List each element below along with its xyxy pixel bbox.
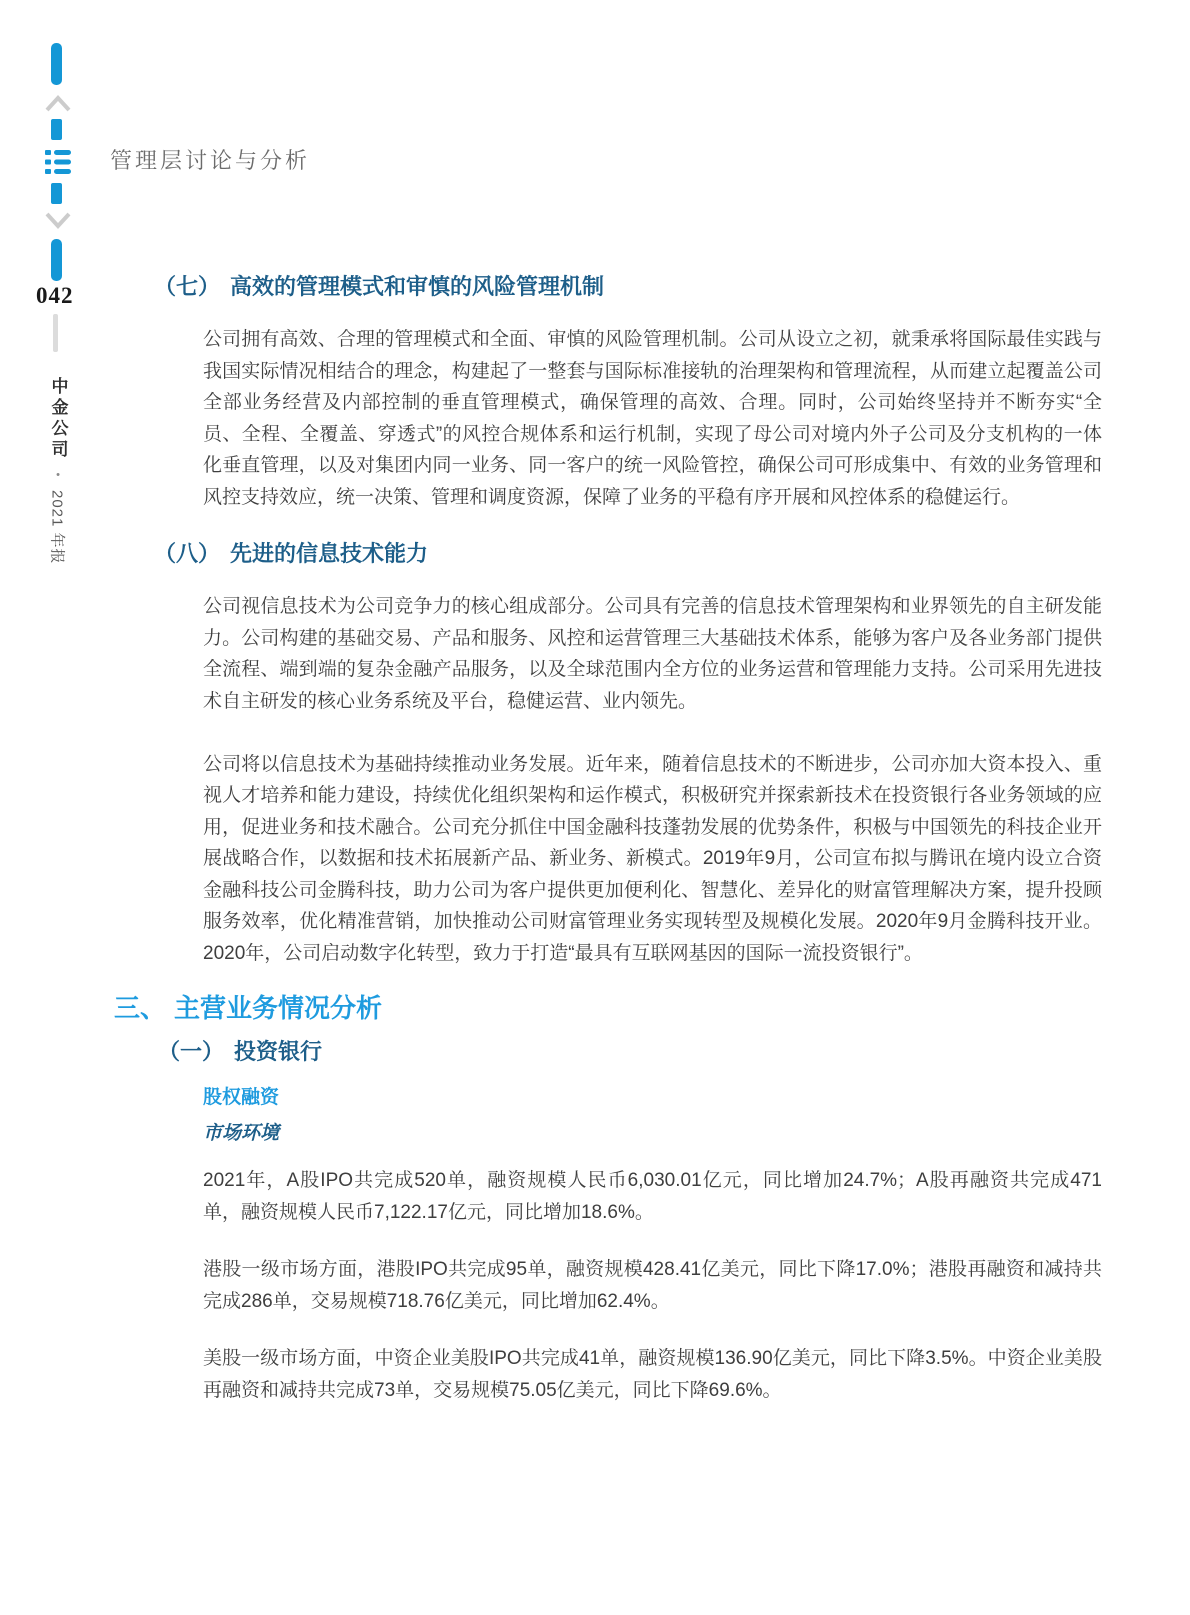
market-paragraph-a-share: 2021年，A股IPO共完成520单，融资规模人民币6,030.01亿元，同比增加24.7%；A股再融资共完成471单，融资规模人民币7,122.17亿元，同比增加18.6%。 xyxy=(203,1170,1102,1223)
subsection-heading-label: （一） xyxy=(158,1039,225,1064)
chapter-heading-3-label: 三、 xyxy=(114,993,167,1023)
section-8-paragraph-1: 公司视信息技术为公司竞争力的核心组成部分。公司具有完善的信息技术管理架构和业界领先的自主研发能力。公司构建的基础交易、产品和服务、风控和运营管理三大基础技术体系，能够为客户及各业务部门提供全流程、端到端的复杂金融产品服务，以及全球范围内全方位的业务运营和管理能力支持。公司采用先进技术自主研发的核心业务系统及平台，稳健运营、业内领先。 xyxy=(203,596,1102,712)
section-heading-8 xyxy=(114,539,1102,569)
equity-financing-heading: 股权融资 xyxy=(203,1087,280,1108)
market-environment-heading: 市场环境 xyxy=(203,1123,280,1144)
accent-bar xyxy=(51,119,62,140)
section-7-paragraph: 公司拥有高效、合理的管理模式和全面、审慎的风险管理机制。公司从设立之初，就秉承将国际最佳实践与我国实际情况相结合的理念，构建起了一整套与国际标准接轨的治理架构和管理流程，从而建立起覆盖公司全部业务经营及内部控制的垂直管理模式，确保管理的高效、合理。同时，公司始终坚持并不断夯实“全员、全程、全覆盖、穿透式”的风控合规体系和运行机制，实现了母公司对境内外子公司及分支机构的一体化垂直管理，以及对集团内同一业务、同一客户的统一风险管控，确保公司可形成集中、有效的业务管理和风控支持效应，统一决策、管理和调度资源，保障了业务的平稳有序开展和风控体系的稳健运行。 xyxy=(203,329,1102,508)
accent-bar xyxy=(51,239,62,281)
main-content xyxy=(114,0,1102,1406)
running-header-title: 管理层讨论与分析 xyxy=(110,148,311,173)
chevron-up-icon xyxy=(45,95,71,117)
sidebar-company-name: 中金公司 xyxy=(48,377,68,461)
section-8-paragraph-2: 公司将以信息技术为基础持续推动业务发展。近年来，随着信息技术的不断进步，公司亦加大资本投入、重视人才培养和能力建设，持续优化组织架构和运作模式，积极研究并探索新技术在投资银行各业务领域的应用，促进业务和技术融合。公司充分抓住中国金融科技蓬勃发展的优势条件，积极与中国领先的科技企业开展战略合作，以数据和技术拓展新产品、新业务、新模式。2019年9月，公司宣布拟与腾讯在境内设立合资金融科技公司金腾科技，助力公司为客户提供更加便利化、智慧化、差异化的财富管理解决方案，提升投顾服务效率，优化精准营销，加快推动公司财富管理业务实现转型及规模化发展。2020年9月金腾科技开业。2020年，公司启动数字化转型，致力于打造“最具有互联网基因的国际一流投资银行”。 xyxy=(203,753,1102,964)
list-icon xyxy=(45,149,71,180)
section-heading-7-label: （七） xyxy=(154,274,221,299)
section-heading-7 xyxy=(114,272,1102,302)
subsection-heading-investment-banking xyxy=(114,1037,1102,1067)
page-number: 042 xyxy=(36,283,74,308)
subsection-heading-title: 投资银行 xyxy=(234,1039,323,1064)
section-heading-7-title: 高效的管理模式和审慎的风险管理机制 xyxy=(230,274,605,299)
accent-bar xyxy=(51,183,62,204)
sidebar-separator-dot: • xyxy=(56,469,60,481)
left-decorative-rail xyxy=(0,0,100,1615)
section-heading-8-label: （八） xyxy=(154,541,221,566)
sidebar-edition: 2021 年报 xyxy=(48,490,66,565)
chapter-heading-3-title: 主营业务情况分析 xyxy=(174,993,383,1023)
sidebar-vertical-caption xyxy=(42,377,74,565)
chapter-heading-3 xyxy=(114,991,1102,1025)
accent-bar xyxy=(51,43,62,85)
market-paragraph-us-share: 美股一级市场方面，中资企业美股IPO共完成41单，融资规模136.90亿美元，同比下降3.5%。中资企业美股再融资和减持共完成73单，交易规模75.05亿美元，同比下降69.6%。 xyxy=(203,1348,1102,1401)
chevron-down-icon xyxy=(45,212,71,234)
section-heading-8-title: 先进的信息技术能力 xyxy=(230,541,429,566)
page-number-tick xyxy=(53,314,58,352)
market-paragraph-hk-share: 港股一级市场方面，港股IPO共完成95单，融资规模428.41亿美元，同比下降17.0%；港股再融资和减持共完成286单，交易规模718.76亿美元，同比增加62.4%。 xyxy=(203,1259,1102,1312)
